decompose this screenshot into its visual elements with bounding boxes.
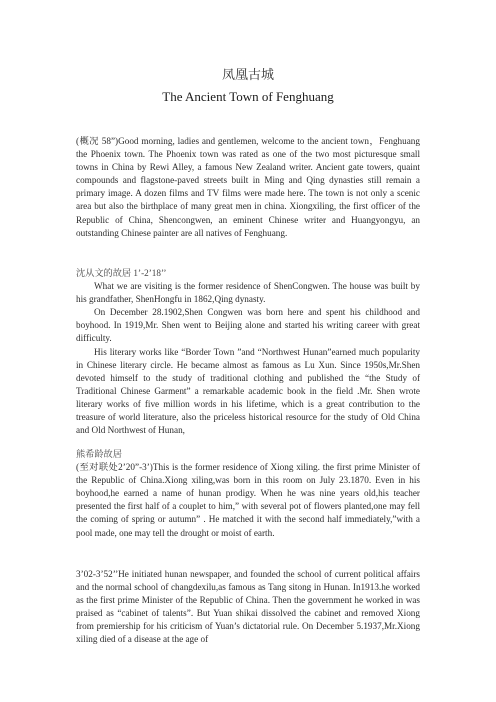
shen-paragraph-1: What we are visiting is the former residence of ShenCongwen. The house was built by his grandfather, ShenHongfu in 1862,Qing dynasty. <box>76 281 420 305</box>
title-chinese: 凤凰古城 <box>221 67 274 82</box>
intro-section <box>76 135 420 240</box>
title-english: The Ancient Town of Fenghuang <box>162 89 334 104</box>
xiong-section <box>76 448 420 540</box>
shen-heading: 沈从文的故居 1’-2’18’’ <box>76 268 167 278</box>
shen-paragraph-2: On December 28.1902,Shen Congwen was born here and spent his childhood and boyhood. In 1919,Mr. Shen went to Beijing alone and started his writing career with great difficulty. <box>76 307 420 344</box>
xiong-heading: 熊希龄故居 <box>76 449 122 459</box>
xiong-paragraph-1: (至对联处2’20”-3’)This is the former residence of Xiong xiling. the first prime Minister of the Republic of China.Xiong xiling,was born in this room on July 23.1870. Even in his boyhood,he earned a name of hunan prodigy. When he was nine years old,his teacher presented the first half of a couplet to him,” with several pot of flowers planted,one may fell the coming of spring or autumn” . He matched it with the second half immediately,”with a pool made, one may tell the drought or moist of earth. <box>76 462 420 538</box>
shen-paragraph-3: His literary works like “Border Town ”and “Northwest Hunan”earned much popularity in Chinese literary circle. He became almost as famous as Lu Xun. Since 1950s,Mr.Shen devoted himself to the study of traditional clothing and published the “the Study of Traditional Chinese Garment” a remarkable academic book in the field .Mr. Shen wrote literary works of five million words in his lifetime, which is a great contribution to the treasure of world literature, also the priceless historical resource for the study of Old China and Old Northwest of Hunan, <box>76 346 420 436</box>
xiong-continued-section <box>76 568 420 647</box>
intro-paragraph: (概况 58”)Good morning, ladies and gentlemen, welcome to the ancient town，Fenghuang the Phoenix town. The Phoenix town was rated as one of the two most picturesque small towns in China by Rewi Alley, a famous New Zealand writer. Ancient gate towers, quaint compounds and flagstone-paved streets built in Ming and Qing dynasties still remain a primary image. A dozen films and TV films were made here. The town is not only a scenic area but also the birthplace of many great men in china. Xiongxiling, the first officer of the Republic of China, Shencongwen, an eminent Chinese writer and Huangyongyu, an outstanding Chinese painter are all natives of Fenghuang. <box>76 136 420 238</box>
xiong-paragraph-2: 3’02-3’52’’He initiated hunan newspaper, and founded the school of current political affairs and the normal school of changdexilu,as famous as Tang sitong in Hunan. In1913.he worked as the first prime Minister of the Republic of China. Then the government he worked in was praised as “cabinet of talents”. But Yuan shikai dissolved the cabinet and removed Xiong from premiership for his criticism of Yuan’s dictatorial rule. On December 5.1937,Mr.Xiong xiling died of a disease at the age of <box>76 569 420 645</box>
shen-section <box>76 267 420 437</box>
